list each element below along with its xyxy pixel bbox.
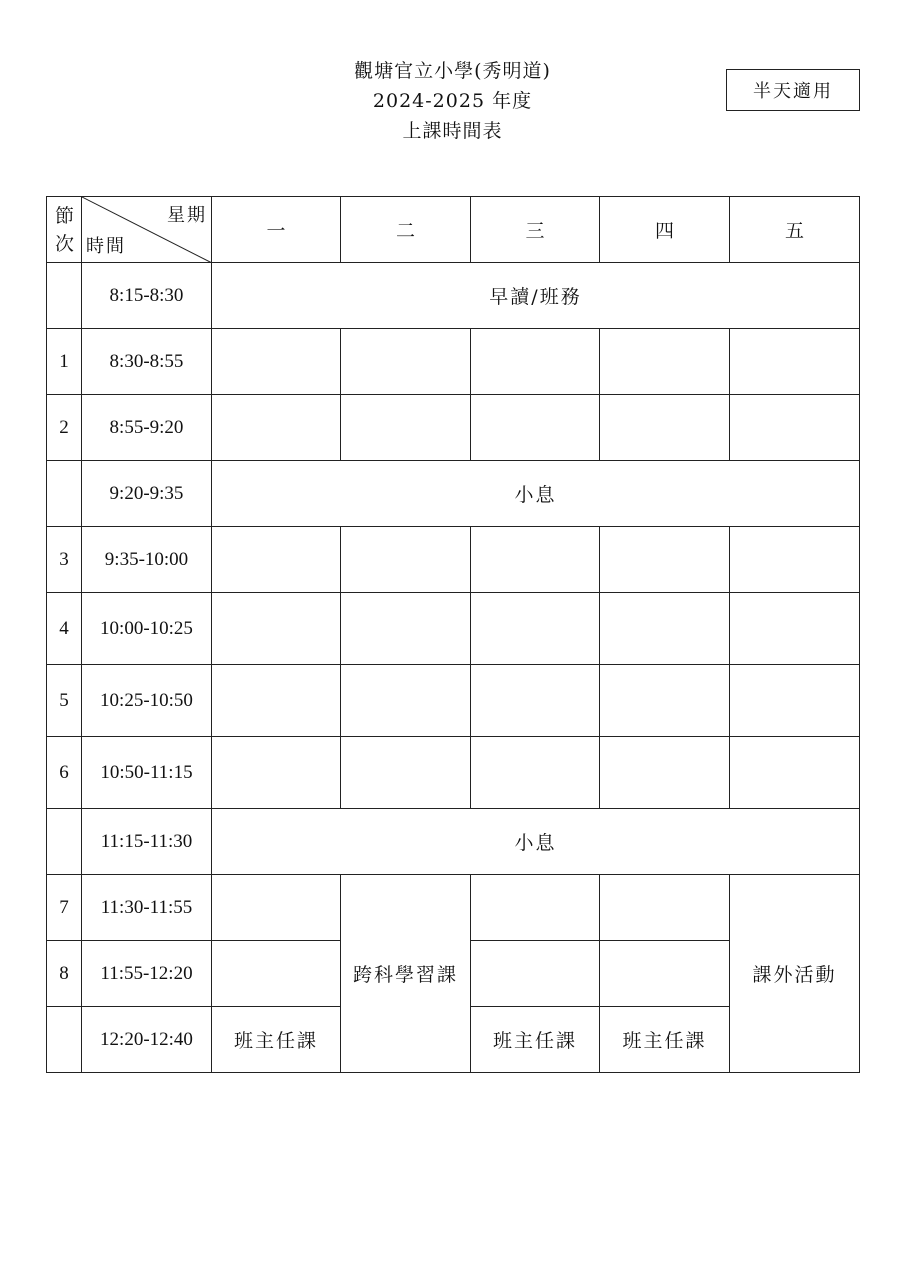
time-cell: 9:35-10:00 xyxy=(82,527,212,593)
period-cell xyxy=(47,263,82,329)
table-row xyxy=(47,809,860,875)
lesson-cell xyxy=(730,665,860,737)
table-row xyxy=(47,875,860,941)
lesson-cell xyxy=(471,593,600,665)
day-header-wed: 三 xyxy=(471,197,600,263)
morning-reading-span: 早讀/班務 xyxy=(212,263,860,329)
lesson-cell xyxy=(341,665,471,737)
lesson-cell xyxy=(730,737,860,809)
class-teacher-lesson-cell: 班主任課 xyxy=(600,1007,730,1073)
period-cell: 3 xyxy=(47,527,82,593)
lesson-cell xyxy=(600,395,730,461)
lesson-cell xyxy=(730,593,860,665)
lesson-cell xyxy=(212,527,341,593)
lesson-cell xyxy=(600,665,730,737)
table-row xyxy=(47,461,860,527)
lesson-cell xyxy=(341,737,471,809)
lesson-cell xyxy=(600,527,730,593)
period-cell: 7 xyxy=(47,875,82,941)
lesson-cell xyxy=(471,737,600,809)
time-cell: 11:55-12:20 xyxy=(82,941,212,1007)
day-header-tue: 二 xyxy=(341,197,471,263)
lesson-cell xyxy=(600,329,730,395)
timetable xyxy=(46,196,860,1073)
lesson-cell xyxy=(212,665,341,737)
school-name: 觀塘官立小學(秀明道) xyxy=(354,60,551,82)
lesson-cell xyxy=(212,737,341,809)
day-header-mon: 一 xyxy=(212,197,341,263)
lesson-cell xyxy=(600,941,730,1007)
time-cell: 8:15-8:30 xyxy=(82,263,212,329)
lesson-cell xyxy=(471,395,600,461)
period-cell: 1 xyxy=(47,329,82,395)
period-cell: 8 xyxy=(47,941,82,1007)
day-header-thu: 四 xyxy=(600,197,730,263)
period-header xyxy=(47,197,82,263)
table-header-row xyxy=(47,197,860,263)
lesson-cell xyxy=(212,593,341,665)
time-cell: 10:25-10:50 xyxy=(82,665,212,737)
lesson-cell xyxy=(212,941,341,1007)
period-cell: 4 xyxy=(47,593,82,665)
lesson-cell xyxy=(471,527,600,593)
time-cell: 11:15-11:30 xyxy=(82,809,212,875)
period-cell xyxy=(47,461,82,527)
class-teacher-lesson-cell: 班主任課 xyxy=(471,1007,600,1073)
lesson-cell xyxy=(471,875,600,941)
day-header-fri: 五 xyxy=(730,197,860,263)
time-header-label: 時間 xyxy=(86,236,126,257)
time-cell: 11:30-11:55 xyxy=(82,875,212,941)
table-row xyxy=(47,263,860,329)
time-cell: 10:00-10:25 xyxy=(82,593,212,665)
table-row xyxy=(47,395,860,461)
recess-span: 小息 xyxy=(212,809,860,875)
table-row xyxy=(47,329,860,395)
corner-header-cell xyxy=(82,197,212,263)
table-row xyxy=(47,737,860,809)
lesson-cell xyxy=(471,329,600,395)
lesson-cell xyxy=(600,737,730,809)
lesson-cell xyxy=(600,875,730,941)
period-cell xyxy=(47,1007,82,1073)
time-cell: 8:55-9:20 xyxy=(82,395,212,461)
lesson-cell xyxy=(471,665,600,737)
school-year: 2024-2025 年度 xyxy=(372,90,533,112)
lesson-cell xyxy=(730,329,860,395)
document-title: 上課時間表 xyxy=(402,120,503,142)
period-header-label: 節次 xyxy=(55,204,75,255)
weekday-header-label: 星期 xyxy=(167,205,207,226)
table-row xyxy=(47,665,860,737)
recess-span: 小息 xyxy=(212,461,860,527)
half-day-badge: 半天適用 xyxy=(726,69,860,111)
lesson-cell xyxy=(341,527,471,593)
period-cell: 6 xyxy=(47,737,82,809)
period-cell: 2 xyxy=(47,395,82,461)
lesson-cell xyxy=(471,941,600,1007)
lesson-cell xyxy=(341,395,471,461)
time-cell: 9:20-9:35 xyxy=(82,461,212,527)
time-cell: 12:20-12:40 xyxy=(82,1007,212,1073)
lesson-cell xyxy=(212,395,341,461)
table-row xyxy=(47,593,860,665)
lesson-cell xyxy=(341,593,471,665)
lesson-cell xyxy=(212,329,341,395)
extracurricular-activity-cell: 課外活動 xyxy=(730,875,860,1073)
class-teacher-lesson-cell: 班主任課 xyxy=(212,1007,341,1073)
period-cell: 5 xyxy=(47,665,82,737)
table-row xyxy=(47,527,860,593)
lesson-cell xyxy=(600,593,730,665)
lesson-cell xyxy=(341,329,471,395)
period-cell xyxy=(47,809,82,875)
lesson-cell xyxy=(212,875,341,941)
cross-subject-lesson-cell: 跨科學習課 xyxy=(341,875,471,1073)
lesson-cell xyxy=(730,527,860,593)
time-cell: 10:50-11:15 xyxy=(82,737,212,809)
lesson-cell xyxy=(730,395,860,461)
time-cell: 8:30-8:55 xyxy=(82,329,212,395)
